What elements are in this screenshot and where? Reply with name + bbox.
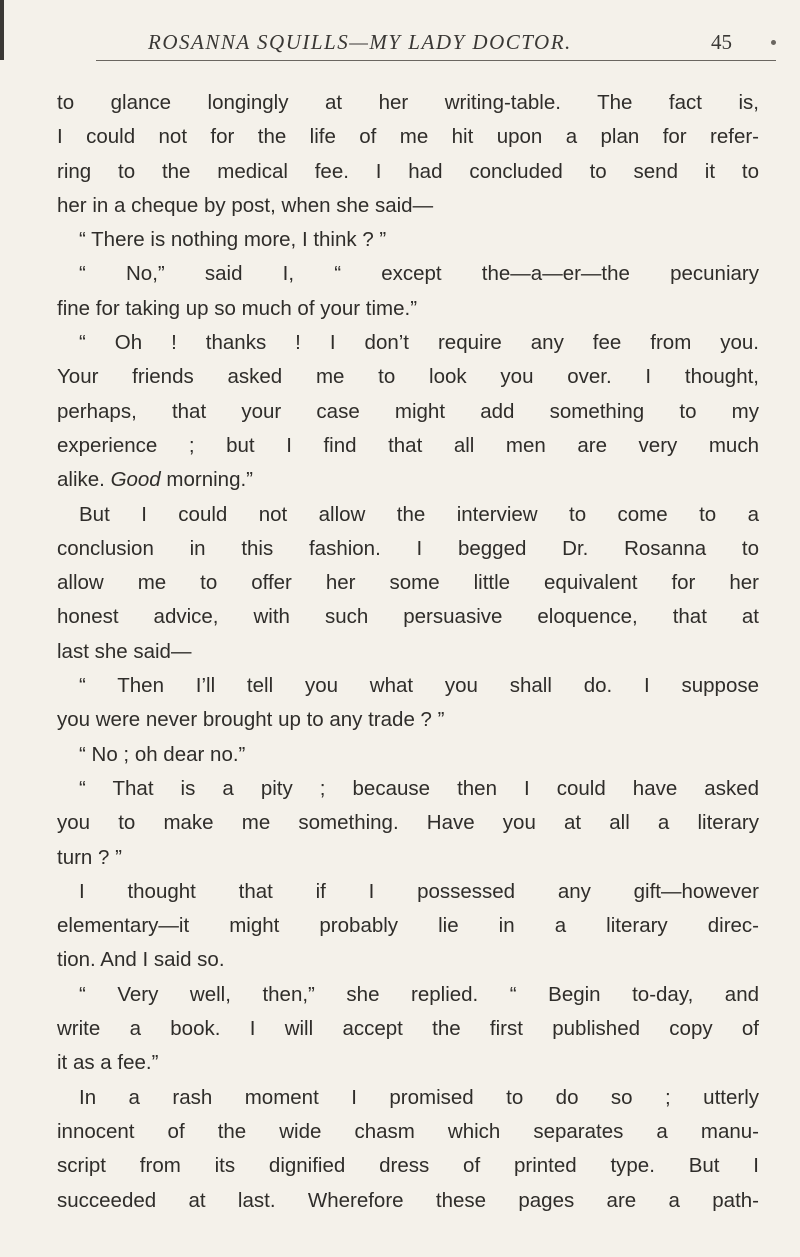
text-line: “ Oh ! thanks ! I don’t require any fee from you. [79,331,759,355]
text-line: it as a fee.” [57,1051,159,1075]
text-line: you to make me something. Have you at all a literary [57,811,759,835]
running-head [96,30,776,61]
text-line: to glance longingly at her writing-table. The fact is, [57,91,759,114]
text-line: “ That is a pity ; because then I could have asked [79,776,759,800]
text-line: turn ? ” [57,845,122,869]
text-line: But I could not allow the interview to come to a [79,502,759,526]
text-line: fine for taking up so much of your time.” [57,296,418,320]
text-line: experience ; but I find that all men are very much [57,433,759,457]
text-line: “ No,” said I, “ except the—a—er—the pecuniary [79,262,759,286]
text-line: you were never brought up to any trade ? ” [57,708,445,732]
text-line: ring to the medical fee. I had concluded to send it to [57,159,759,183]
running-title: ROSANNA SQUILLS—MY LADY DOCTOR. [148,30,572,54]
page-text [57,86,759,1218]
text-line: Your friends asked me to look you over. I thought, [57,365,759,389]
text-line: In a rash moment I promised to do so ; utterly [79,1085,759,1109]
text-line: innocent of the wide chasm which separates a manu- [57,1119,759,1143]
text-run: alike. [57,468,105,492]
text-line: write a book. I will accept the first published copy of [57,1017,759,1041]
text-line: elementary—it might probably lie in a literary direc- [57,914,759,938]
text-line: “ Very well, then,” she replied. “ Begin to-day, and [79,982,759,1006]
text-line: “ There is nothing more, I think ? ” [79,228,387,252]
emphasized-word: Good [110,468,161,492]
text-line: allow me to offer her some little equivalent for her [57,571,759,595]
text-line: script from its dignified dress of printed type. But I [57,1154,759,1178]
text-line: conclusion in this fashion. I begged Dr. Rosanna to [57,536,759,560]
text-line: perhaps, that your case might add something to my [57,399,759,423]
text-line [57,463,759,497]
text-line: I thought that if I possessed any gift—however [79,879,759,903]
text-run: morning.” [166,468,254,492]
text-line: last she said— [57,639,192,663]
text-line: “ No ; oh dear no.” [79,742,246,766]
text-line: I could not for the life of me hit upon a plan for refer- [57,125,759,149]
text-line: honest advice, with such persuasive eloquence, that at [57,605,759,629]
page-dot-mark [771,40,776,45]
text-line: her in a cheque by post, when she said— [57,193,434,217]
text-line: “ Then I’ll tell you what you shall do. I suppose [79,674,759,698]
text-line: tion. And I said so. [57,948,225,972]
page-spine-mark [0,0,4,60]
page-number: 45 [711,30,732,54]
text-line: succeeded at last. Wherefore these pages are a path- [57,1188,759,1212]
